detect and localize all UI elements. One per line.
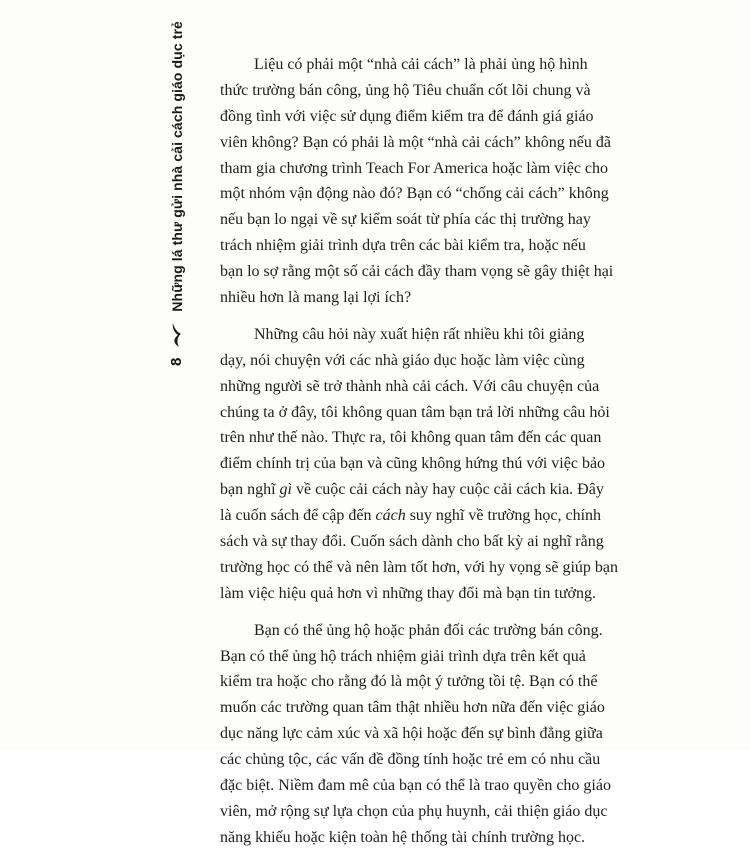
- text-line: Bạn có thể ủng hộ trách nhiệm giải trình dựa trên kết quả: [220, 647, 586, 665]
- text-line: dục năng lực cảm xúc và xã hội hoặc đến sự bình đẳng giữa: [220, 725, 603, 743]
- paragraph-gap: [220, 311, 572, 322]
- text-line: kiểm tra hoặc cho rằng đó là một ý tưởng tồi tệ. Bạn có thể: [220, 673, 598, 691]
- text-line: viên không? Bạn có phải là một “nhà cải cách” không nếu đã: [220, 133, 611, 151]
- emphasized-word: gì: [279, 481, 292, 499]
- book-title: Những lá thư gửi nhà cải cách giáo dục trẻ: [168, 21, 185, 312]
- text-line: Bạn có thể ủng hộ hoặc phản đối các trường bán công.: [254, 621, 603, 639]
- text-line: đặc biệt. Niềm đam mê của bạn có thể là trao quyền cho giáo: [220, 777, 611, 795]
- text-line: bạn lo sợ rằng một số cải cách đầy tham vọng sẽ gây thiệt hại: [220, 263, 614, 281]
- text-line: điểm chính trị của bạn và cũng không hứng thú với việc bảo: [220, 455, 606, 473]
- text-line: nhiều hơn là mang lại lợi ích?: [220, 289, 412, 307]
- text-line: sách và sự thay đổi. Cuốn sách dành cho bất kỳ ai nghĩ rằng: [220, 533, 604, 551]
- text-line: các chủng tộc, các vấn đề đồng tính hoặc trẻ em có nhu cầu: [220, 751, 601, 769]
- running-header-rotated: [168, 21, 185, 366]
- text-line: là cuốn sách để cập đến cách suy nghĩ về trường học, chính: [220, 507, 602, 525]
- text-line: năng khiếu hoặc kiện toàn hệ thống tài chính trường học.: [220, 828, 586, 846]
- paragraph-1: [220, 52, 614, 311]
- text-line: bạn nghĩ gì về cuộc cải cách này hay cuộc cải cách kia. Đây: [220, 481, 604, 499]
- paragraph-3: [220, 618, 611, 851]
- paragraph-gap: [220, 607, 572, 618]
- text-line: viên, mở rộng sự lựa chọn của phụ huynh, cải thiện giáo dục: [220, 802, 608, 820]
- text-line: thức trường bán công, ủng hộ Tiêu chuẩn cốt lõi chung và: [220, 81, 591, 99]
- body-text: [220, 52, 618, 851]
- text-line: làm việc hiệu quả hơn vì những thay đổi mà bạn tin tưởng.: [220, 584, 596, 602]
- text-line: tham gia chương trình Teach For America hoặc làm việc cho: [220, 159, 609, 177]
- text-line: trường học có thể và nên làm tốt hơn, với hy vọng sẽ giúp bạn: [220, 558, 618, 576]
- page-number: 8: [168, 357, 185, 366]
- text-line: dạy, nói chuyện với các nhà giáo dục hoặc làm việc cùng: [220, 351, 585, 369]
- text-line: trách nhiệm giải trình dựa trên các bài kiểm tra, hoặc nếu: [220, 237, 586, 255]
- text-line: chúng ta ở đây, tôi không quan tâm bạn trả lời những câu hỏi: [220, 403, 610, 421]
- text-line: trên như thế nào. Thực ra, tôi không quan tâm đến các quan: [220, 429, 602, 447]
- emphasized-word: cách: [375, 507, 406, 525]
- flying-bird-icon: [170, 322, 184, 348]
- text-line: đồng tình với việc sử dụng điểm kiểm tra để đánh giá giáo: [220, 107, 594, 125]
- paragraph-2: [220, 322, 618, 607]
- text-line: những người sẽ trở thành nhà cải cách. Với câu chuyện của: [220, 377, 600, 395]
- text-line: Những câu hỏi này xuất hiện rất nhiều khi tôi giảng: [254, 325, 585, 343]
- text-line: một nhóm vận động nào đó? Bạn có “chống cải cách” không: [220, 185, 609, 203]
- text-line: nếu bạn lo ngại về sự kiểm soát từ phía các thị trường hay: [220, 211, 591, 229]
- text-line: Liệu có phải một “nhà cải cách” là phải ủng hộ hình: [254, 56, 588, 73]
- text-line: muốn các trường quan tâm thật nhiều hơn nữa đến việc giáo: [220, 699, 605, 717]
